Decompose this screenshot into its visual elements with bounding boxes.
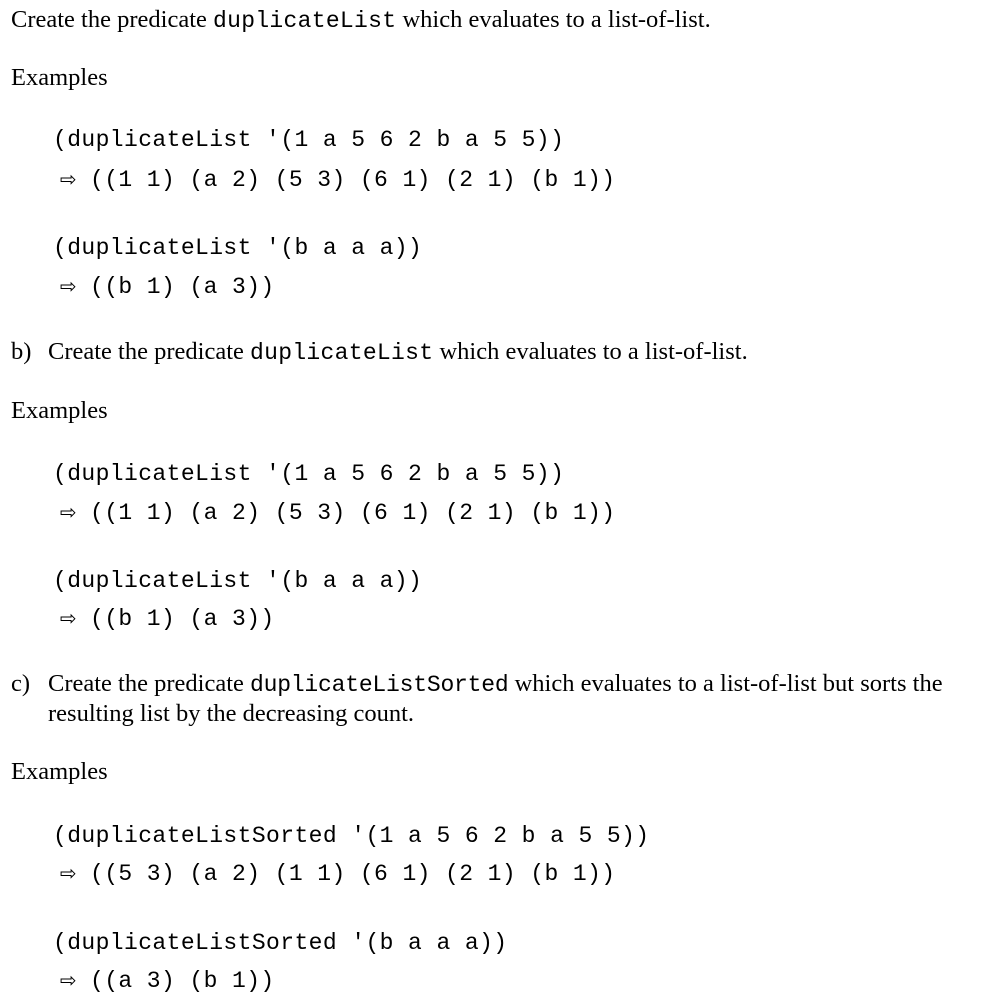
part-b-example-2-result: ((b 1) (a 3)) [90,606,275,632]
part-c-examples-label: Examples [11,758,108,785]
part-b-prefix: Create the predicate [48,338,251,365]
part-b-marker: b) [11,338,32,365]
part-b-example-1-result: ((1 1) (a 2) (5 3) (6 1) (2 1) (b 1)) [90,500,616,526]
part-a-suffix: which evaluates to a list-of-list. [396,6,711,33]
part-c-continuation: resulting list by the decreasing count. [48,700,415,727]
part-a-example-2-result: ((b 1) (a 3)) [90,274,275,300]
arrow-right-icon: ⇨ [60,167,77,191]
part-a-example-1-result-line [60,164,615,195]
part-a-example-1-result: ((1 1) (a 2) (5 3) (6 1) (2 1) (b 1)) [90,167,616,193]
arrow-right-icon: ⇨ [60,606,77,630]
part-a-example-2-result-line [60,271,275,302]
part-a-prefix: Create the predicate [11,6,214,33]
arrow-right-icon: ⇨ [60,968,77,992]
part-a-example-2-call: (duplicateList '(b a a a)) [53,235,423,261]
part-c-suffix: which evaluates to a list-of-list but sorts the [508,670,943,697]
part-c-example-2-result: ((a 3) (b 1)) [90,968,275,994]
part-a-examples-label: Examples [11,64,108,91]
part-c-example-1-result: ((5 3) (a 2) (1 1) (6 1) (2 1) (b 1)) [90,861,616,887]
part-c-example-1-call: (duplicateListSorted '(1 a 5 6 2 b a 5 5)) [53,823,650,849]
part-c-instruction [11,669,943,700]
part-c-example-1-result-line [60,858,615,889]
part-c-example-2-call: (duplicateListSorted '(b a a a)) [53,930,508,956]
part-c-marker: c) [11,670,31,697]
part-b-example-1-call: (duplicateList '(1 a 5 6 2 b a 5 5)) [53,461,565,487]
part-b-suffix: which evaluates to a list-of-list. [433,338,748,365]
arrow-right-icon: ⇨ [60,500,77,524]
part-a-instruction [11,5,711,36]
part-b-example-2-call: (duplicateList '(b a a a)) [53,568,423,594]
arrow-right-icon: ⇨ [60,861,77,885]
arrow-right-icon: ⇨ [60,274,77,298]
part-c-prefix: Create the predicate [48,670,251,697]
part-c-code-name: duplicateListSorted [250,672,509,698]
part-c-example-2-result-line [60,965,275,996]
part-b-example-1-result-line [60,497,615,528]
part-a-code-name: duplicateList [213,8,397,34]
part-b-instruction [11,337,748,368]
part-a-example-1-call: (duplicateList '(1 a 5 6 2 b a 5 5)) [53,127,565,153]
part-b-examples-label: Examples [11,397,108,424]
part-b-example-2-result-line [60,603,275,634]
part-b-code-name: duplicateList [250,340,434,366]
